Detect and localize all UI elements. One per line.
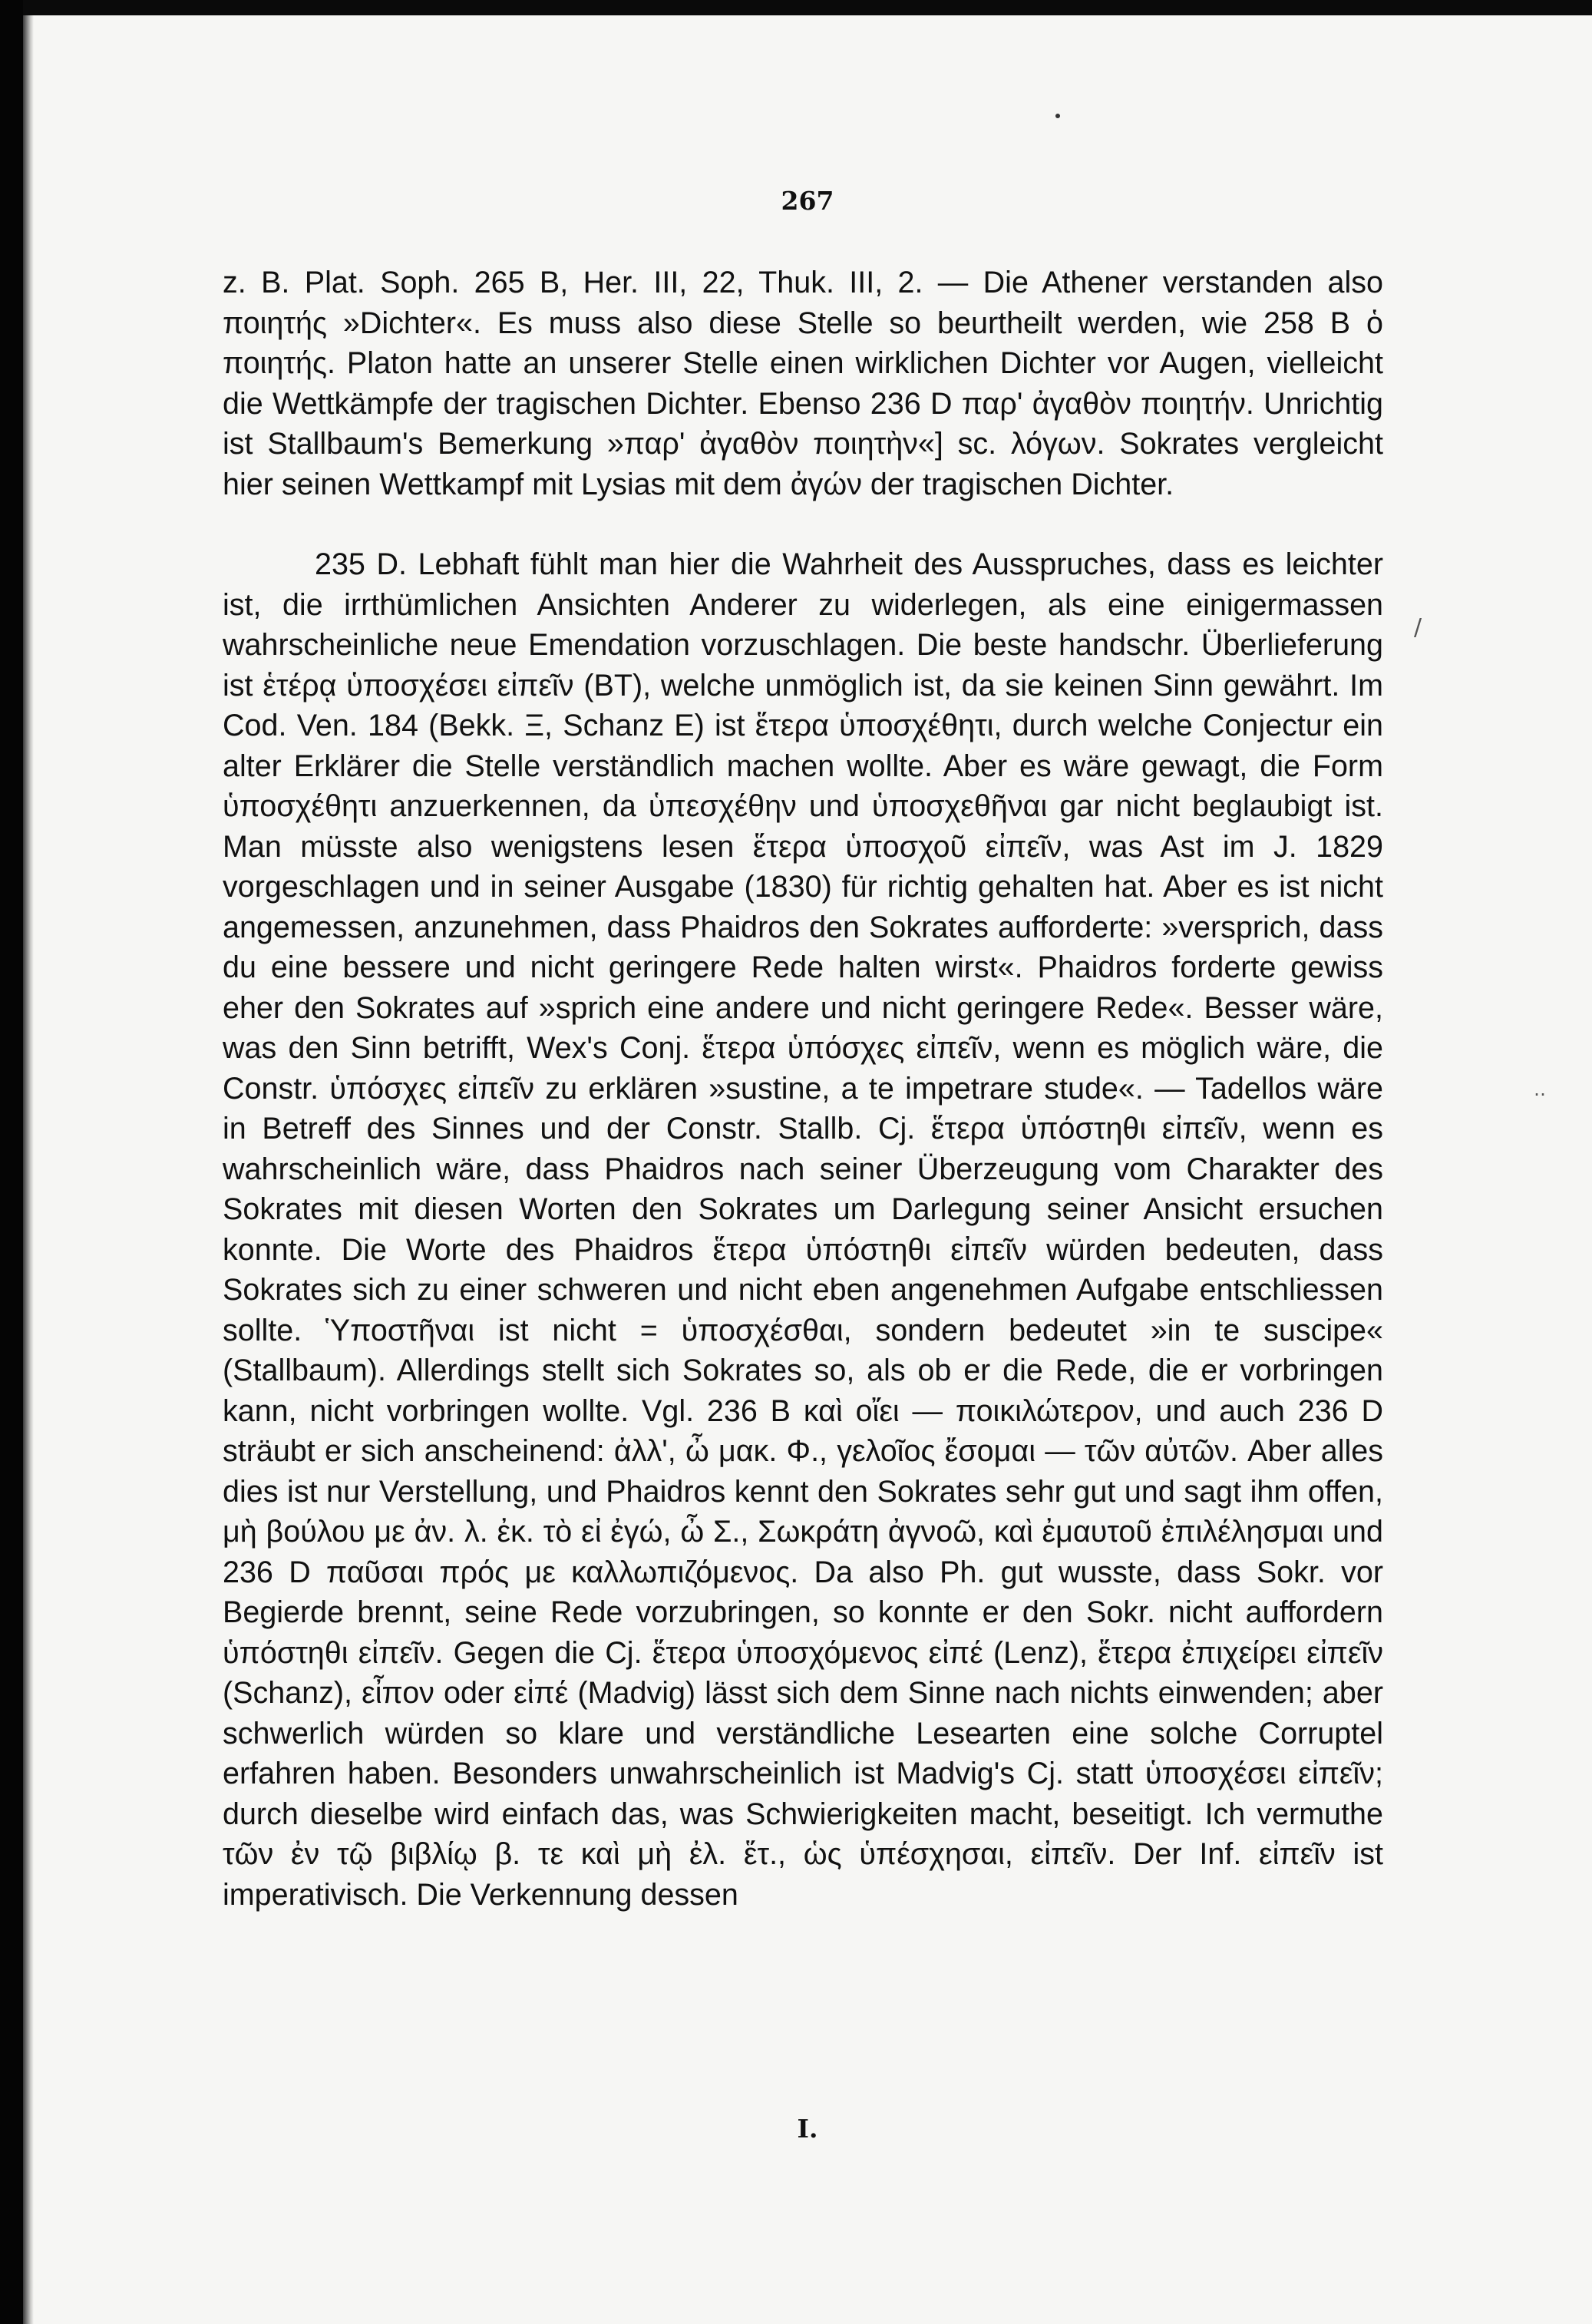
margin-mark-slash: / [1414,614,1422,641]
signature-mark: I. [797,2114,818,2144]
scan-border-left [0,0,23,2324]
paragraph-1: z. B. Plat. Soph. 265 B, Her. III, 22, Thuk. III, 2. — Die Athener verstanden also ποιητής »Dichter«. Es muss also diese Stelle so beurtheilt werden, wie 258 B ὁ ποιητής. Platon hatte an unserer Stelle einen wirklichen Dichter vor Augen, vielleicht die Wettkämpfe der tragischen Dichter. Ebenso 236 D παρ' ἀγαθὸν ποιητήν. Unrichtig ist Stallbaum's Bemerkung »παρ' ἀγαθὸν ποιητὴν«] sc. λόγων. Sokrates vergleicht hier seinen Wettkampf mit Lysias mit dem ἀγών der tragischen Dichter. [223,266,1383,501]
margin-mark-dots: ‥ [1534,1079,1547,1100]
scan-border-top [0,0,1592,17]
paragraph-2: 235 D. Lebhaft fühlt man hier die Wahrheit des Ausspruches, dass es leichter ist, die irrthümlichen Ansichten Anderer zu widerlegen, als eine einigermassen wahrscheinliche neue Emendation vorzuschlagen. Die beste handschr. Überlieferung ist ἑτέρᾳ ὑποσχέσει εἰπεῖν (BT), welche unmöglich ist, da sie keinen Sinn gewährt. Im Cod. Ven. 184 (Bekk. Ξ, Schanz E) ist ἕτερα ὑποσχέθητι, durch welche Conjectur ein alter Erklärer die Stelle verständlich machen wollte. Aber es wäre gewagt, die Form ὑποσχέθητι anzuerkennen, da ὑπεσχέθην und ὑποσχεθῆναι gar nicht beglaubigt ist. Man müsste also wenigstens lesen ἕτερα ὑποσχοῦ εἰπεῖν, was Ast im J. 1829 vorgeschlagen und in seiner Ausgabe (1830) für richtig gehalten hat. Aber es ist nicht angemessen, anzunehmen, dass Phaidros den Sokrates aufforderte: »versprich, dass du eine bessere und nicht geringere Rede halten wirst«. Phaidros forderte gewiss eher den Sokrates auf »sprich eine andere und nicht geringere Rede«. Besser wäre, was den Sinn betrifft, Wex's Conj. ἕτερα ὑπόσχες εἰπεῖν, wenn es möglich wäre, die Constr. ὑπόσχες εἰπεῖν zu erklären »sustine, a te impetrare stude«. — Tadellos wäre in Betreff des Sinnes und der Constr. Stallb. Cj. ἕτερα ὑπόστηθι εἰπεῖν, wenn es wahrscheinlich wäre, dass Phaidros nach seiner Überzeugung vom Charakter des Sokrates mit diesen Worten den Sokrates um Darlegung seiner Ansicht ersuchen konnte. Die Worte des Phaidros ἕτερα ὑπόστηθι εἰπεῖν würden bedeuten, dass Sokrates sich zu einer schweren und nicht eben angenehmen Aufgabe entschliessen sollte. Ὑποστῆναι ist nicht = ὑποσχέσθαι, sondern bedeutet »in te suscipe« (Stallbaum). Allerdings stellt sich Sokrates so, als ob er die Rede, die er vorbringen kann, nicht vorbringen wollte. Vgl. 236 B καὶ οἴει — ποικιλώτερον, und auch 236 D sträubt er sich anscheinend: ἀλλ', ὦ μακ. Φ., γελοῖος ἔσομαι — τῶν αὐτῶν. Aber alles dies ist nur Verstellung, und Phaidros kennt den Sokrates sehr gut und sagt ihm offen, μὴ βούλου με ἀν. λ. ἐκ. τὸ εἰ ἐγώ, ὦ Σ., Σωκράτη ἀγνοῶ, καὶ ἐμαυτοῦ ἐπιλέλησμαι und 236 D παῦσαι πρός με καλλωπιζόμενος. Da also Ph. gut wusste, dass Sokr. vor Begierde brennt, seine Rede vorzubringen, so konnte er den Sokr. nicht auffordern ὑπόστηθι εἰπεῖν. Gegen die Cj. ἕτερα ὑποσχόμενος εἰπέ (Lenz), ἕτερα ἐπιχείρει εἰπεῖν (Schanz), εἶπον oder εἰπέ (Madvig) lässt sich dem Sinne nach nichts einwenden; aber schwerlich würden so klare und verständliche Lesearten eine solche Corruptel erfahren haben. Besonders unwahrscheinlich ist Madvig's Cj. statt ὑποσχέσει εἰπεῖν; durch dieselbe wird einfach das, was Schwierigkeiten macht, beseitigt. Ich vermuthe τῶν ἐν τῷ βιβλίῳ β. τε καὶ μὴ ἐλ. ἕτ., ὡς ὑπέσχησαι, εἰπεῖν. Der Inf. εἰπεῖν ist imperativisch. Die Verkennung dessen [223,547,1383,1912]
book-page [23,15,1592,2324]
binding-shadow [23,15,34,2324]
print-speck [1055,114,1060,118]
page-number: 267 [781,186,834,216]
page-body [223,263,1383,1915]
